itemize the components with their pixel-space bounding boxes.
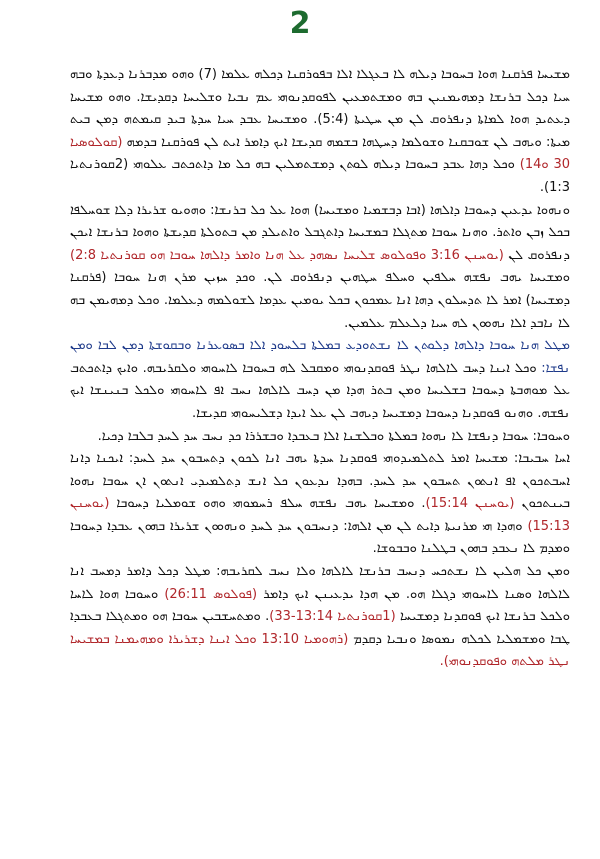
- scripture-reference: (ܝܘܚܢܢ 15:14): [425, 496, 515, 512]
- body-text: ܘܟܠ ܕܗܐ ܥܒܕ ܒܚܘܒܐ ܕܝܠܗ ܠܘܬܢ ܕܡܫܬܡܠܝܢ ܒܗ ܟܠ ܡܐ ܕܐܬܟܬܒ ܥܠܘܗܝ (2ܩܘܪܢܬܝܐ 1:3).: [70, 157, 570, 195]
- body-text: ܡܫܝܚܐ ܦܪܩܢܐ ܗܘܐ ܒܚܘܒܐ ܕܝܠܗ ܠܐ ܒܥܓܠܐ ܐܠܐ ܒܦܘܪܩܢܐ ܕܟܠܗ ܥܠܡܐ (7) ܘܗܘ ܡܕܒܪܢܐ ܕܥܕܬܐ ܘܒܗ ܚܝܐ ܕܟܠ ܒܪܢܫܐ ܕܡܗܝܡܢܝܢ ܒܗ ܘܡܫܬܡܥܝܢ ܠܦܘܩܕܢܘܗܝ ܥܡ ܢܒܝܐ ܘܫܠܝܚܐ ܕܩܕܝܫܐ. ܘܗܘ ܡܫܝܚܐ ܕܥܬܝܕ ܗܘܐ ܠܡܐܬܐ ܕܢܦܪܘܩ ܠܢ ܡܢ ܚܛܝܬܐ (5:4). ܘܡܫܝܚܐ ܥܒܕ ܚܝܐ ܚܕܬܐ ܒܝܕ ܩܝܡܬܗ ܕܡܢ ܒܝܬ ܡܝܬܐ: ܘܝܗܒ ܠܢ ܫܘܒܩܢܐ ܘܫܘܠܡܐ ܕܚܛܗܐ ܒܫܡܗ ܩܕܝܫܐ ܐܝܟ ܕܐܡܪ ܐܝܬ ܠܢ ܦܘܪܩܢܐ ܒܕܡܗ: [70, 67, 570, 150]
- scripture-reference: (ܪܗܘܡܝܐ 13:10 ܘܟܠ ܐܝܢܐ ܕܫܪܝܪܐ ܘܡܗܝܡܢܐ ܒܡܫܝܚܐ ܢܛܪ ܡܠܬܗ ܘܦܘܩܕܢܘܗܝ).: [70, 631, 570, 670]
- body-text: ܘܟܠ ܐܝܢܐ ܕܚܒ ܠܐܠܗܐ ܢܛܪ ܦܘܩܕܢܘܗܝ ܘܡܩܒܠ ܠܗ ܒܚܘܒܐ ܠܐܚܘܗܝ ܘܠܩܪܝܒܗ. ܘܐܝܟ ܕܐܬܟܬܒ ܥܠ ܡܘܗܒܬܐ ܕܚܘܒܐ ܒܫܠܝܚܐ ܘܡܢ ܒܬܪ ܗܕܐ ܡܢ ܕܚܒ ܠܐܠܗܐ ܢܚܒ ܐܦ ܠܐܚܘܗܝ ܘܠܟܠ ܒܢܝܢܫܐ ܐܝܟ ܢܦܫܗ. ܘܗܢܘ ܦܘܩܕܢܐ ܕܚܘܒܐ ܕܡܫܝܚܐ ܕܝܗܒ ܠܢ ܥܠ ܐܝܕܐ ܕܫܠܝܚܘܗܝ ܩܕܝܫܐ.: [70, 360, 570, 421]
- scripture-reference: (ܝܘܚܢܢ 15:13): [70, 496, 570, 534]
- scripture-reference: (ܝܘܚܢܢ 3:16 ܘܦܘܠܘܣ ܫܠܝܚܐ ܢܣܗܕ ܥܠ ܗܢܐ ܘܐܡܪ ܕܐܠܗܐ ܚܘܒܐ ܗܘ: [149, 247, 504, 263]
- paragraph: [70, 200, 570, 336]
- body-text: . ܘܡܫܝܚܐ ܝܗܒ ܢܦܫܗ ܚܠܦ ܪܚܡܘܗܝ ܘܗܘ ܫܘܡܠܝܐ ܕܚܘܒܐ: [109, 496, 426, 512]
- paragraph: [70, 448, 570, 561]
- highlighted-text: ܡܛܠ ܗܢܐ ܚܘܒܐ ܕܐܠܗܐ ܕܠܘܬܢ ܠܐ ܢܫܬܘܕܥ ܒܡܠܬܐ ܒܠܚܘܕ ܐܠܐ ܒܣܘܥܪܢܐ ܘܒܩܘܫܬܐ ܕܡܢ ܠܒܐ ܘܡܢ ܢܦܫܐ:: [70, 338, 570, 376]
- body-text: ܘܚܘܒܐ: ܚܘܒܐ ܕܢܦܫܐ ܠܐ ܢܗܘܐ ܒܡܠܬܐ ܘܒܠܫܢܐ ܐܠܐ ܒܥܒܕܐ ܘܒܫܪܪܐ ܟܕ ܢܚܒ ܚܕ ܠܚܕ ܒܠܒܐ ܕܟܝܐ.: [97, 428, 570, 444]
- body-text: ܘܗܕܐ ܗܝ ܡܪܢܝܬܐ ܕܐܝܬ ܠܢ ܡܢ ܐܠܗܐ: ܕܢܚܒܘܢ ܚܕ ܠܚܕ ܘܢܗܘܘܢ ܫܪܝܪܐ ܒܗܘܢ ܥܒܕܐ ܕܚܘܒܐ ܘܡܕܡ ܠܐ ܢܥܒܕ ܒܗܘܢ ܒܛܠܢܐ ܘܒܒܘܫܐ.: [70, 518, 570, 557]
- paragraph: [70, 335, 570, 425]
- body-text: . ܘܡܬܚܫܒܝܢ ܚܘܒܐ ܗܘ ܘܡܬܓܠܐ ܒܥܒܕܐ ܛܒܐ ܘܡܫܡܠܝܐ ܠܟܠܗ ܢܡܘܣܐ ܘܢܒܝܐ ܕܩܕܡ: [70, 609, 570, 647]
- body-text: ܘܡܫܝܚܐ ܝܗܒ ܢܦܫܗ ܚܠܦܝܢ ܘܚܠܦ ܚܛܗܝܢ ܕܢܦܪܘܩ ܠܢ. ܘܟܕ ܚܙܝܢ ܡܪܢ ܗܢܐ ܚܘܒܐ (ܦܪܩܢܐ ܕܡܫܝܚܐ) ܐܡܪ ܠܐ ܬܕܚܠܘܢ ܕܗܐ ܐܢܐ ܥܡܟܘܢ ܒܟܠ ܝܘܡܝܢ ܥܕܡܐ ܠܫܘܠܡܗ ܕܥܠܡܐ. ܘܟܠ ܕܡܗܝܡܢ ܒܗ ܠܐ ܢܐܒܕ ܐܠܐ ܢܗܘܘܢ ܠܗ ܚܝܐ ܕܠܥܠܡ ܥܠܡܝܢ.: [70, 270, 570, 331]
- document-body: [70, 64, 570, 674]
- scripture-reference: (1ܩܘܪܢܬܝܐ 13:14-33): [269, 609, 396, 625]
- paragraph: [70, 64, 570, 200]
- body-text: ܘܡܢ ܟܠ ܗܠܝܢ ܠܐ ܢܫܬܟܚ ܕܢܚܒ ܒܪܢܫܐ ܠܐܠܗܐ ܘܠܐ ܢܚܒ ܠܩܪܝܒܗ: ܡܛܠ ܕܟܠ ܕܐܡܪ ܕܡܚܒ ܐܢܐ ܠܐܠܗܐ ܘܣܢܐ ܠܐܚܘܗܝ ܕܓܠܐ ܗܘ. ܡܢ ܗܕܐ ܝܕܥܝܢܢ ܐܝܟ ܕܐܡܪ: [70, 564, 570, 602]
- scripture-reference: (ܩܘܠܘܣܝܐ 30 ܘ14): [70, 134, 570, 173]
- paragraph: [70, 561, 570, 674]
- body-text: ܘܚܘܒܐ ܗܘܐ ܠܐܚܐ ܘܠܟܠ ܒܪܢܫܐ ܐܝܟ ܦܘܩܕܢܐ ܕܡܫܝܚܐ: [70, 586, 570, 625]
- page-number: 2: [289, 6, 311, 41]
- body-text: ܘܢܗܘܐ ܝܕܥܝܢ ܕܚܘܒܐ ܕܐܠܗܐ (ܐܒܐ ܕܒܫܡܝܐ ܘܡܫܝܚܐ) ܗܘܐ ܥܠ ܟܠ ܒܪܢܫܐ: ܘܗܘܝܘ ܫܪܝܪܐ ܕܠܐ ܫܘܚܠܦܐ ܒܟܠ ܙܒܢ ܘܐܬܪ. ܘܗܢܐ ܚܘܒܐ ܡܬܓܠܐ ܒܡܫܝܚܐ ܕܐܬܓܒܠ ܘܐܬܝܠܕ ܡܢ ܒܬܘܠܬܐ ܩܕܝܫܬܐ ܘܗܘܐ ܒܪܢܫܐ ܐܝܟܢ ܕܢܦܪܘܩ ܠܢ: [70, 202, 570, 263]
- scripture-reference: (ܦܘܠܘܣ 26:11): [164, 586, 258, 602]
- paragraph: [70, 426, 570, 449]
- scripture-reference: ܩܘܪܢܬܝܐ 2:8): [70, 247, 146, 263]
- body-text: ܐܚܐ ܚܒܝܒܐ: ܡܫܝܚܐ ܐܡܪ ܠܬܠܡܝܕܘܗܝ ܦܘܩܕܢܐ ܚܕܬܐ ܝܗܒ ܐܢܐ ܠܟܘܢ ܕܬܚܒܘܢ ܚܕ ܠܚܕ: ܐܝܟܢܐ ܕܐܢܐ ܐܚܒܬܟܘܢ ܐܦ ܐܢܬܘܢ ܬܚܒܘܢ ܚܕ ܠܚܕ. ܒܗܕܐ ܢܕܥܘܢ ܟܠ ܐܢܫ ܕܬܠܡܝܕܝ ܐܢܬܘܢ ܐܢ ܚܘܒܐ ܢܗܘܐ ܒܝܢܬܟܘܢ: [70, 451, 570, 512]
